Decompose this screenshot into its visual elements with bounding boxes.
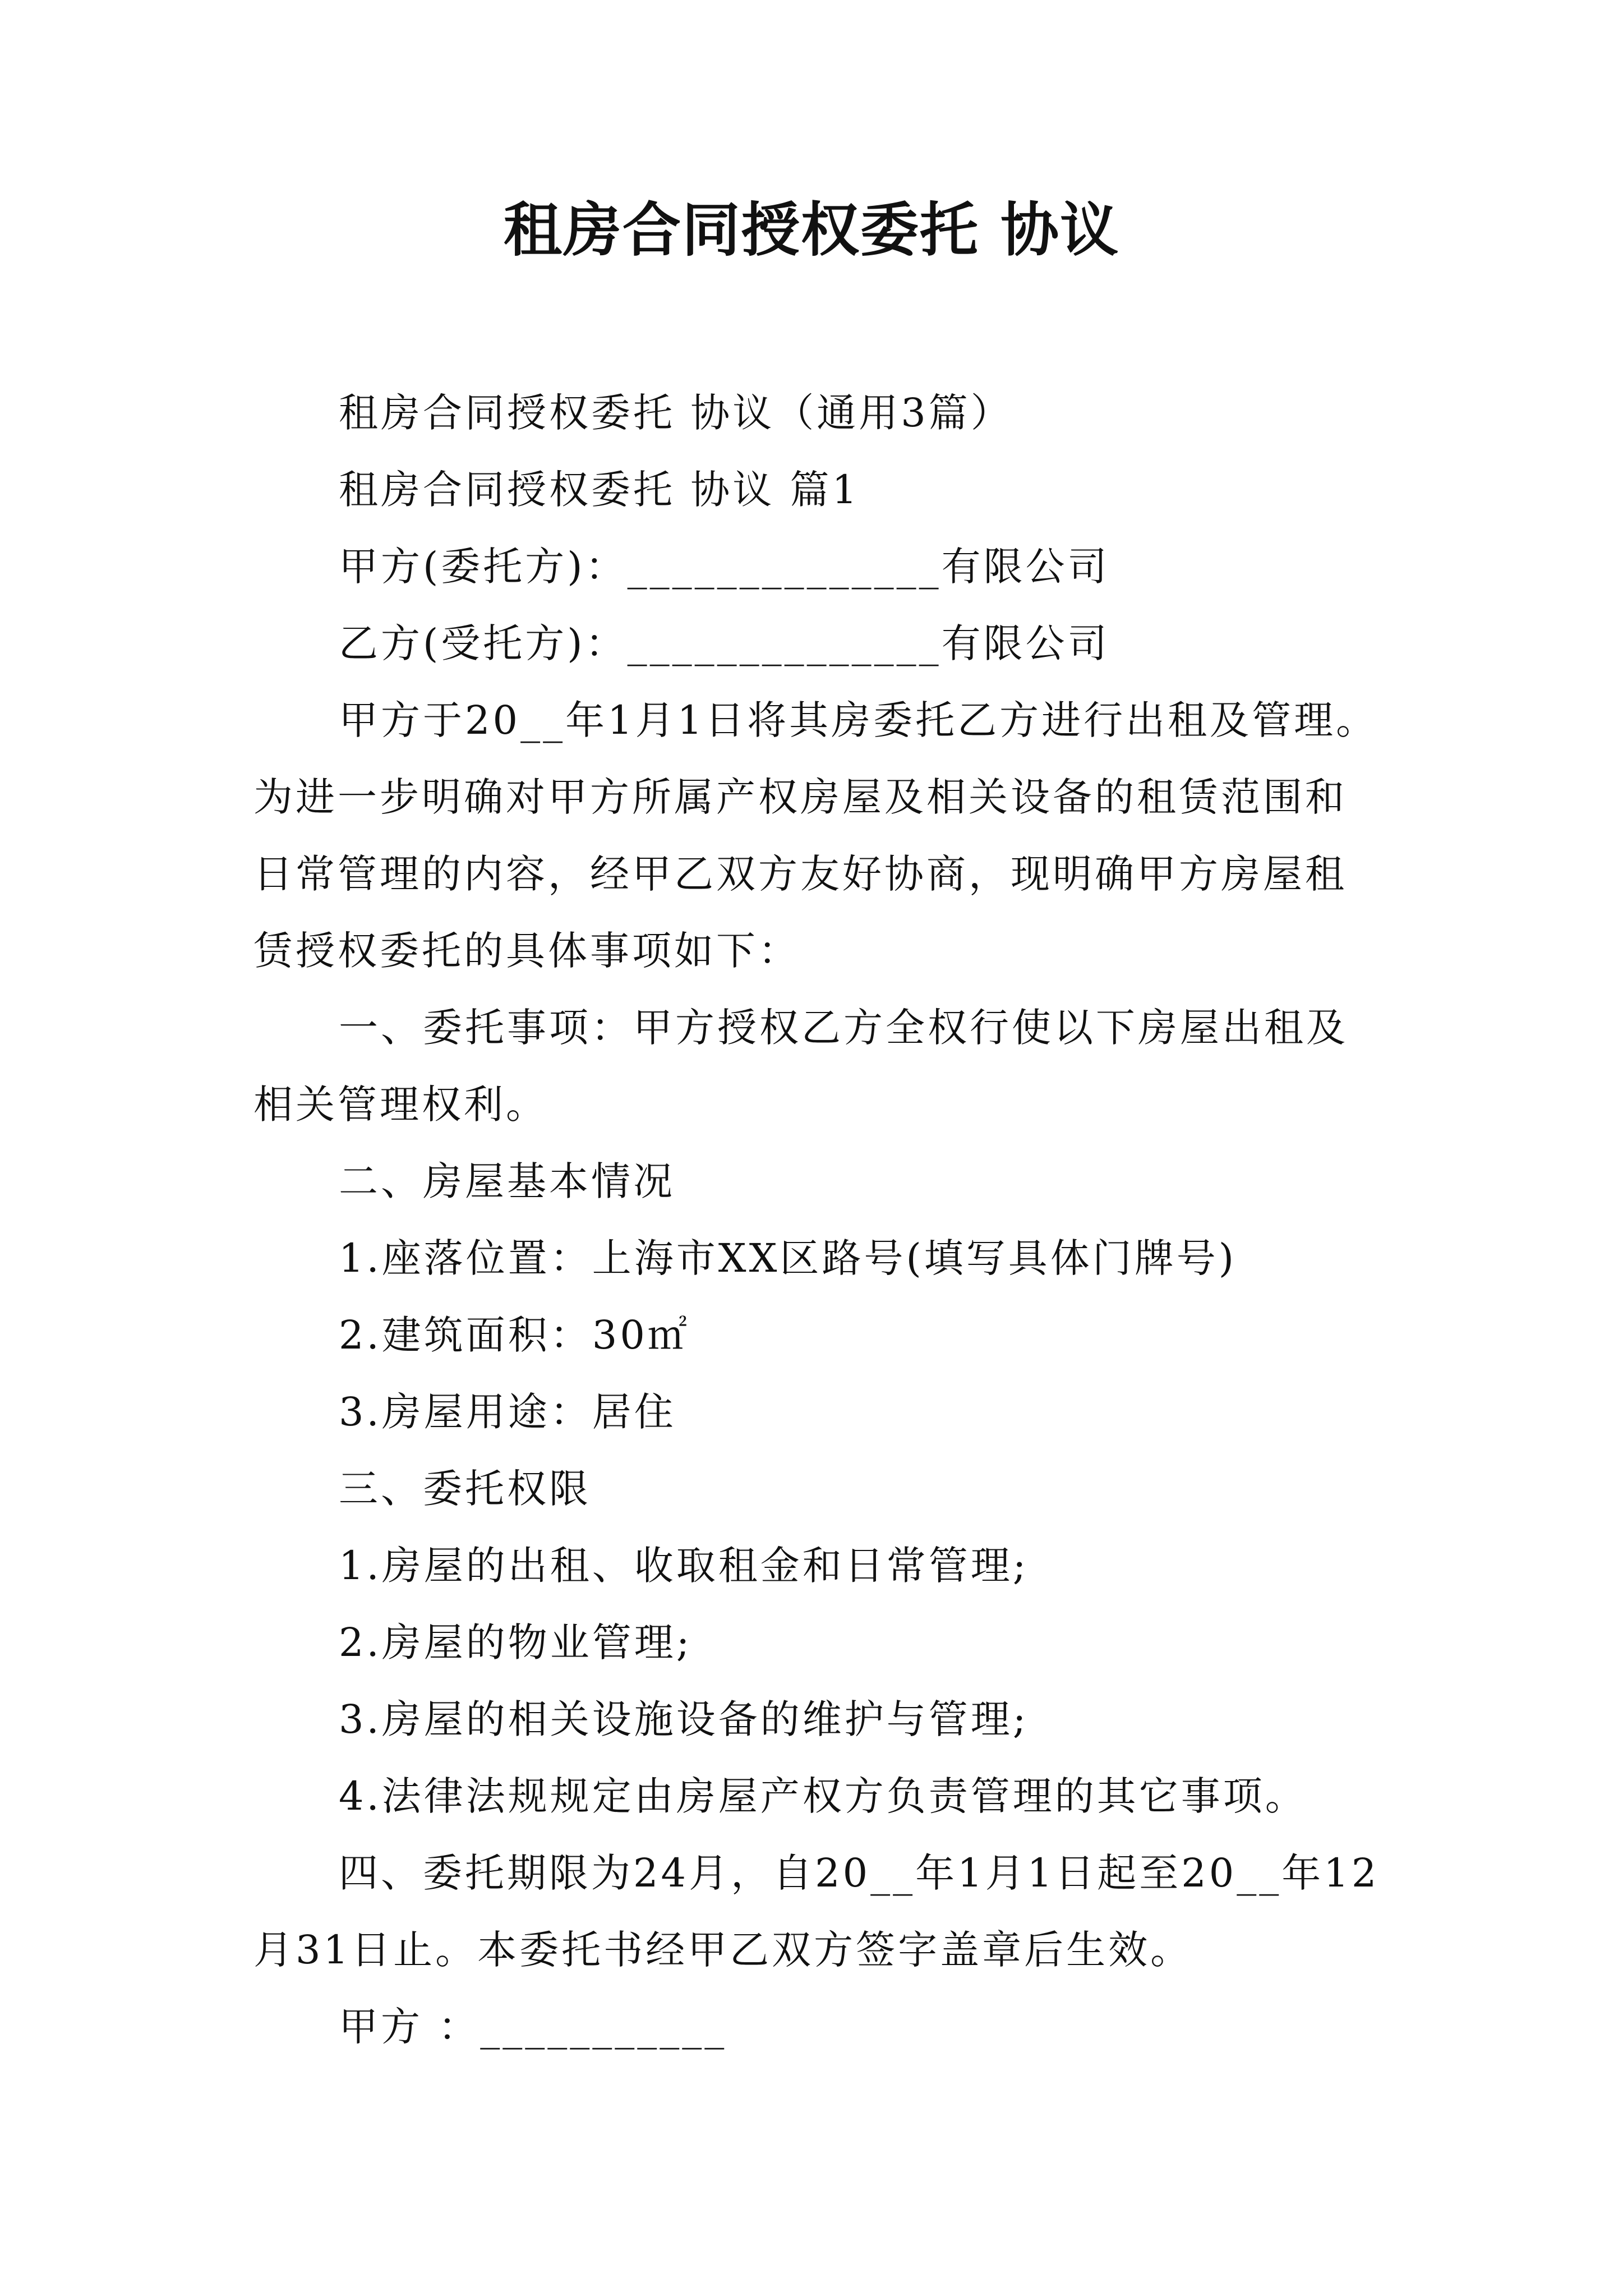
party-a-line: 甲方(委托方)：______________有限公司 — [339, 544, 1110, 590]
document-body — [253, 375, 1384, 2065]
house-location: 1.座落位置：上海市XX区路号(填写具体门牌号) — [339, 1235, 1237, 1281]
document-title: 租房合同授权委托 协议 — [503, 196, 1120, 264]
signature-party-a: 甲方 ：___________ — [339, 2004, 727, 2050]
party-b-line: 乙方(受托方)：______________有限公司 — [339, 620, 1110, 666]
section-heading: 租房合同授权委托 协议 篇1 — [339, 467, 860, 513]
clause-entrusted-matters: 一、委托事项：甲方授权乙方全权行使以下房屋出租及相关管理权利。 — [253, 1005, 1348, 1128]
authority-item-2: 2.房屋的物业管理; — [339, 1619, 693, 1665]
authority-item-4: 4.法律法规规定由房屋产权方负责管理的其它事项。 — [339, 1773, 1307, 1819]
intro-paragraph: 甲方于20__年1月1日将其房委托乙方进行出租及管理。为进一步明确对甲方所属产权房屋及相关设备的租赁范围和日常管理的内容，经甲乙双方友好协商，现明确甲方房屋租赁授权委托的具体事项如下： — [253, 697, 1378, 974]
subtitle-line: 租房合同授权委托 协议（通用3篇） — [339, 390, 1013, 436]
house-area: 2.建筑面积：30㎡ — [339, 1312, 690, 1358]
authority-item-3: 3.房屋的相关设施设备的维护与管理; — [339, 1696, 1029, 1742]
clause-term: 四、委托期限为24月，自20__年1月1日起至20__年12月31日止。本委托书经甲乙双方签字盖章后生效。 — [253, 1850, 1380, 1973]
clause-house-info-heading: 二、房屋基本情况 — [339, 1158, 675, 1204]
clause-authority-heading: 三、委托权限 — [339, 1466, 591, 1512]
house-usage: 3.房屋用途：居住 — [339, 1389, 676, 1435]
authority-item-1: 1.房屋的出租、收取租金和日常管理; — [339, 1543, 1029, 1589]
